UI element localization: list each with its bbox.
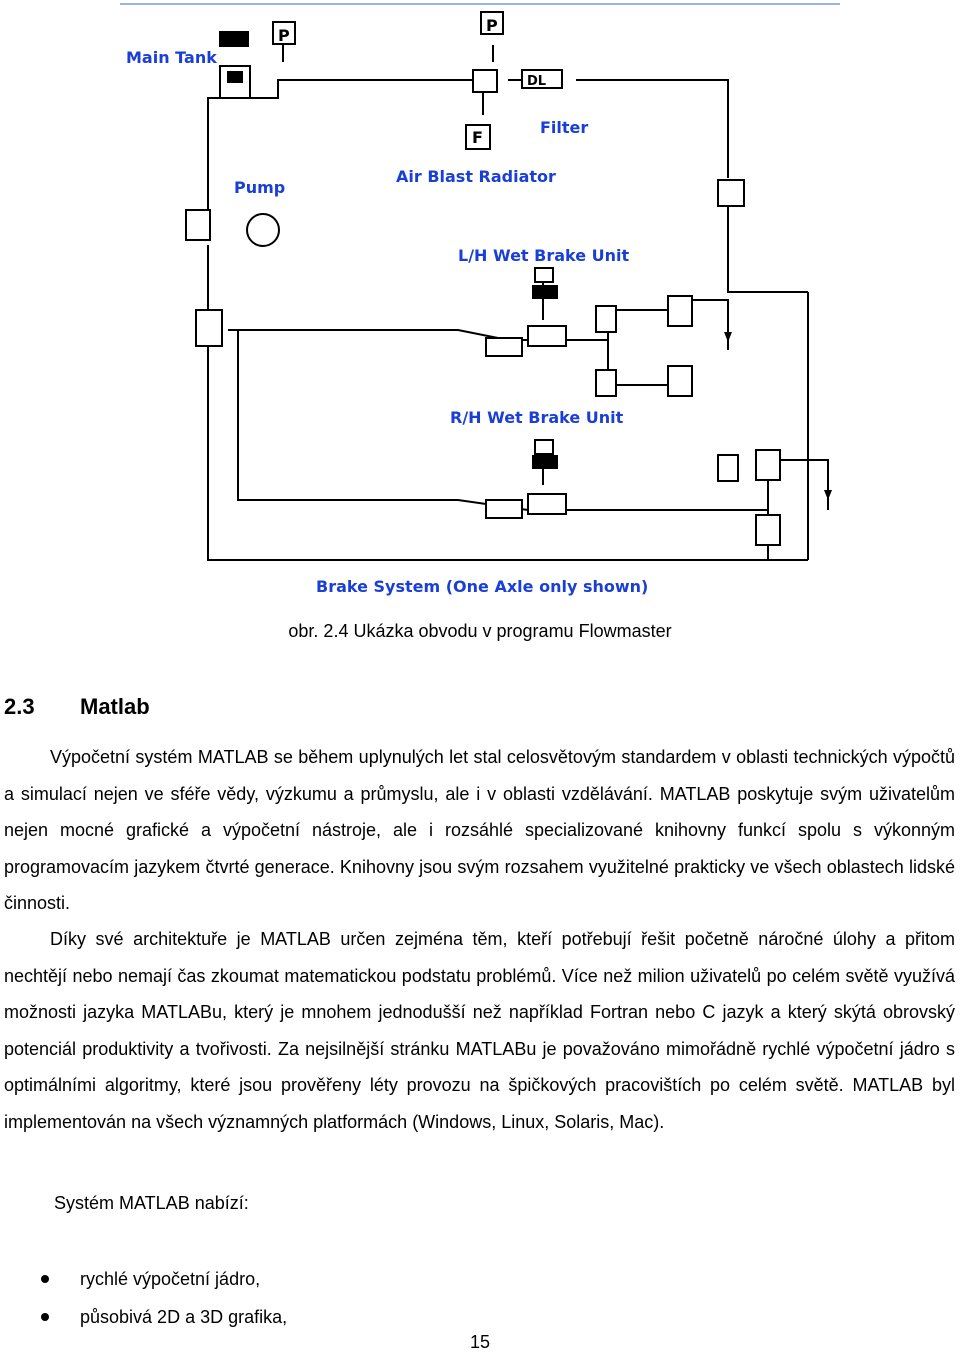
label-p2: P <box>486 16 498 35</box>
list-item-text: působivá 2D a 3D grafika, <box>80 1307 288 1327</box>
page-number: 15 <box>469 1332 491 1352</box>
paragraph-1 <box>4 739 955 922</box>
circuit-components <box>186 12 780 545</box>
flowmaster-circuit-figure <box>108 0 848 605</box>
bullet-icon <box>41 1313 49 1321</box>
label-rh-brake: R/H Wet Brake Unit <box>450 408 624 427</box>
list-item <box>0 1262 287 1300</box>
label-main-tank: Main Tank <box>126 48 217 67</box>
section-heading <box>4 694 150 720</box>
paragraph-2-text: Díky své architektuře je MATLAB určen zejména těm, kteří potřebují řešit početně náročné úlohy a přitom nechtějí nebo nemají čas zkoumat matematickou podstatu problémů. Více než milion uživatelů po celém světě využívá možnosti jazyka MATLABu, který je mnohem jednodušší než například Fortran nebo C jazyk a který skýtá obrovský potenciál produktivity a tvořivosti. Za nejsilnější stránku MATLABu je považováno mimořádně rychlé výpočetní jádro s optimálními algoritmy, které jsou prověřeny léty provozu na špičkových pracovištích po celém světě. MATLAB byl implementován na všech významných platformách (Windows, Linux, Solaris, Mac). <box>4 929 955 1132</box>
label-lh-brake: L/H Wet Brake Unit <box>458 246 630 265</box>
paragraph-2 <box>4 921 955 1140</box>
circuit-wires <box>208 45 828 560</box>
label-brake-system: Brake System (One Axle only shown) <box>316 577 649 596</box>
list-item-text: rychlé výpočetní jádro, <box>80 1269 261 1289</box>
feature-list <box>0 1262 287 1338</box>
label-f: F <box>472 128 483 147</box>
label-p1: P <box>278 26 290 45</box>
circuit-diagram <box>108 0 848 605</box>
figure-caption: obr. 2.4 Ukázka obvodu v programu Flowmaster <box>288 621 672 641</box>
label-filter: Filter <box>540 118 589 137</box>
list-intro: Systém MATLAB nabízí: <box>54 1193 249 1213</box>
label-air-blast-radiator: Air Blast Radiator <box>396 167 556 186</box>
label-dl: DL <box>527 74 547 89</box>
paragraph-1-text: Výpočetní systém MATLAB se během uplynulých let stal celosvětovým standardem v oblasti technických výpočtů a simulací nejen ve sféře vědy, výzkumu a průmyslu, ale i v oblasti vzdělávání. MATLAB poskytuje svým uživatelům nejen mocné grafické a výpočetní nástroje, ale i rozsáhlé specializované knihovny funkcí spolu s výkonným programovacím jazykem čtvrté generace. Knihovny jsou svým rozsahem využitelné prakticky ve všech oblastech lidské činnosti. <box>4 747 955 913</box>
section-number: 2.3 <box>4 694 35 719</box>
bullet-icon <box>41 1275 49 1283</box>
section-title: Matlab <box>80 694 150 719</box>
label-pump: Pump <box>234 178 286 197</box>
